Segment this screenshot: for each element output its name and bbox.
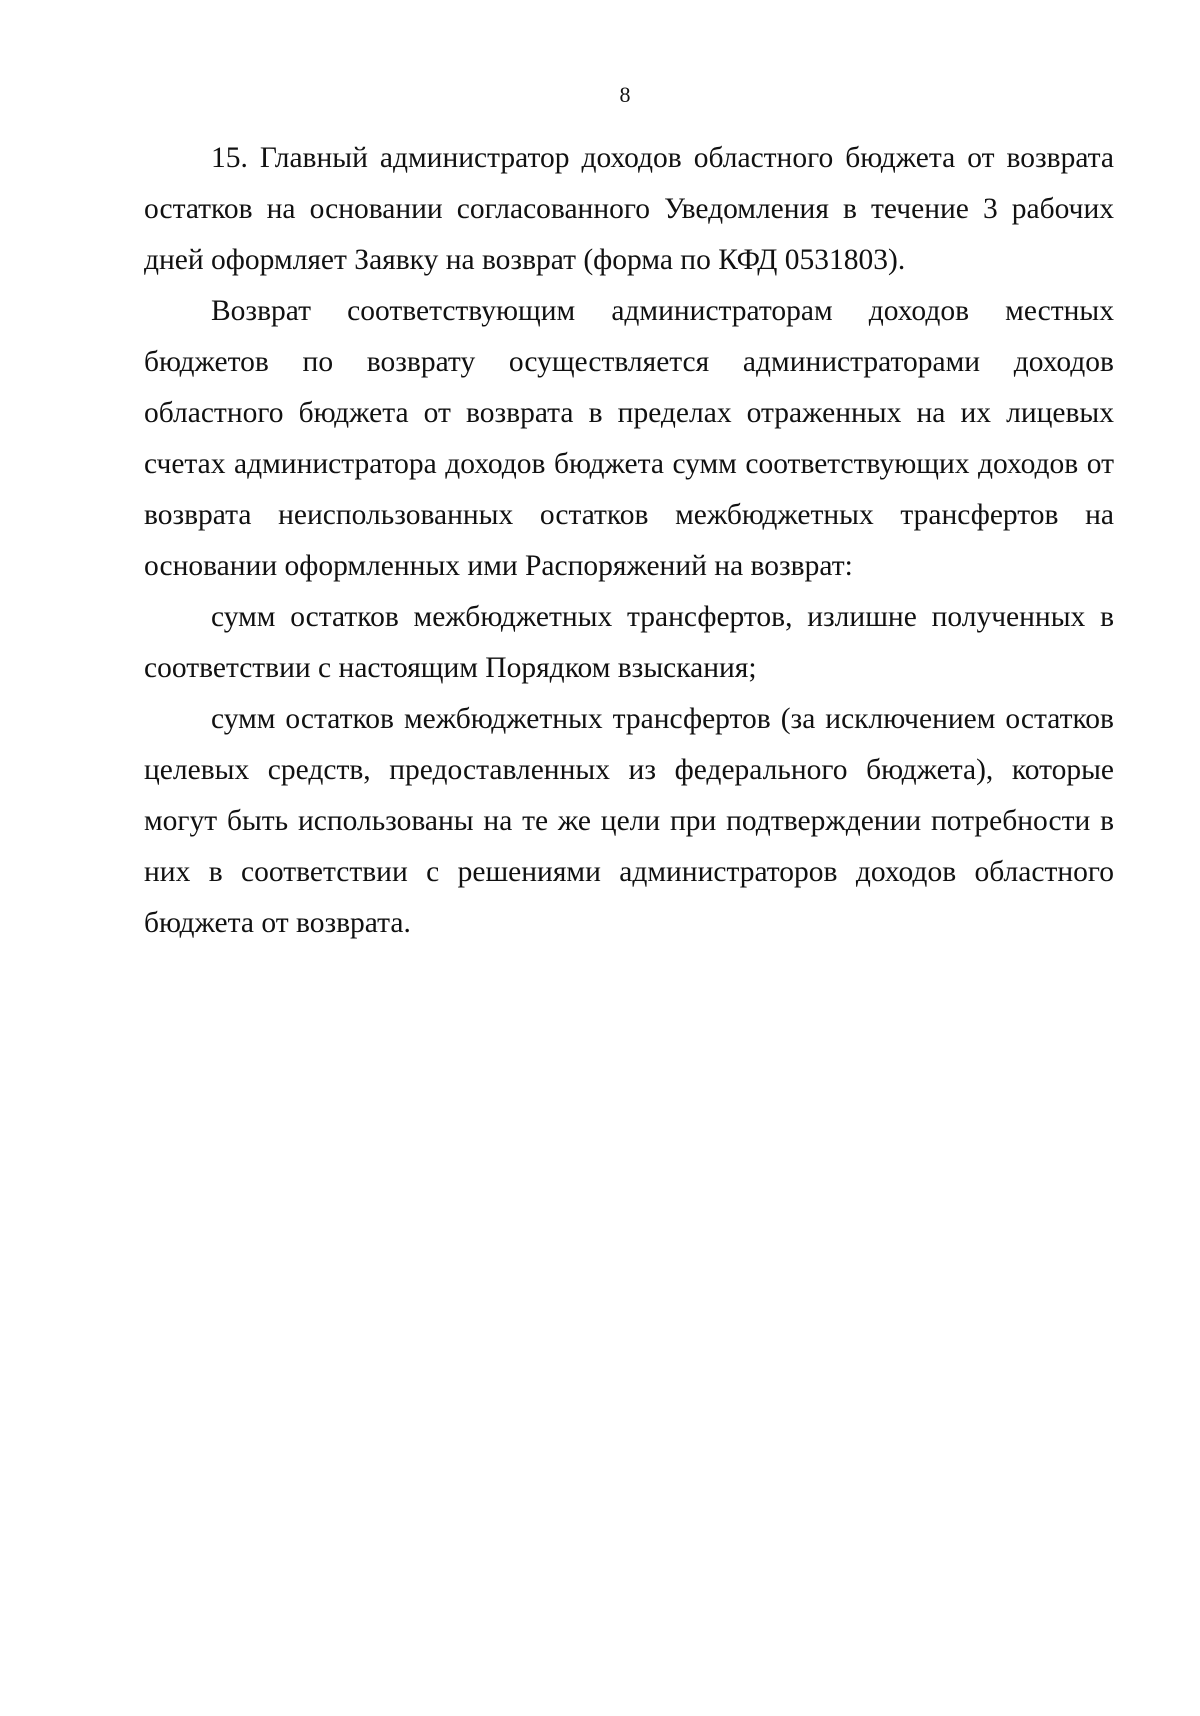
paragraph-target-remainders: сумм остатков межбюджетных трансфертов (за исключением остатков целевых средств, предоставленных из федерального бюджета), которые могут быть использованы на те же цели при подтверждении потребности в них в соответствии с решениями администраторов доходов областного бюджета от возврата. (144, 703, 1114, 939)
document-body (144, 133, 1114, 949)
paragraph-excess-remainders: сумм остатков межбюджетных трансфертов, излишне полученных в соответствии с настоящим Порядком взыскания; (144, 601, 1114, 684)
paragraph-return-procedure: Возврат соответствующим администраторам доходов местных бюджетов по возврату осуществляется администраторами доходов областного бюджета от возврата в пределах отраженных на их лицевых счетах администратора доходов бюджета сумм соответствующих доходов от возврата неиспользованных остатков межбюджетных трансфертов на основании оформленных ими Распоряжений на возврат: (144, 295, 1114, 582)
page-number: 8 (619, 82, 631, 107)
paragraph-15: 15. Главный администратор доходов областного бюджета от возврата остатков на основании согласованного Уведомления в течение 3 рабочих дней оформляет Заявку на возврат (форма по КФД 0531803). (144, 142, 1114, 276)
